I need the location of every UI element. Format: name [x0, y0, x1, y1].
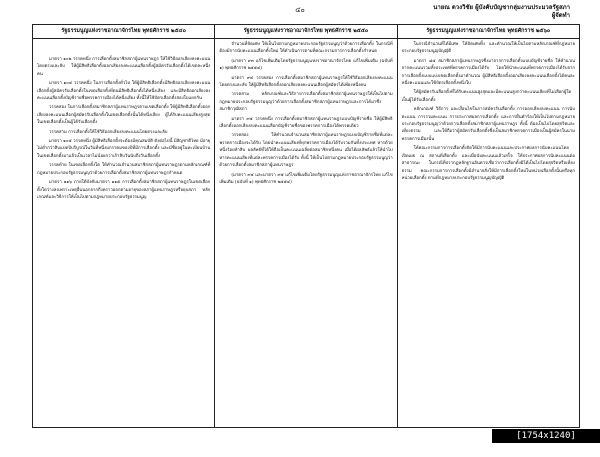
column-2550 [214, 39, 396, 427]
author-name: นายณ ดวงวิชัย ผู้บังคับบัญชากลุ่มงานประมวลรัฐสภา [433, 4, 570, 11]
image-source-watermark: [1754x1240] https://upic.me/ [492, 429, 600, 443]
author-credit [433, 4, 570, 20]
section-paragraph: มาตรา ๙๕ วรรคหนึ่ง การเลือกตั้งสมาชิกสภาผู้แทนราษฎรแบบบัญชีรายชื่อ ให้ผู้มีสิทธิเลือกตั้งออกเสียงลงคะแนนเลือกบัญชีรายชื่อของพรรคการเมืองได้พรรคเดียว [219, 116, 393, 130]
section-paragraph: หลักเกณฑ์ วิธีการ และเงื่อนไขในการสมัครรับเลือกตั้ง การออกเสียงลงคะแนน การนับคะแนน การรวมคะแนน การประกาศผลการเลือกตั้ง และการยื่นคำร้องให้เป็นไปตามกฎหมายประกอบรัฐธรรมนูญว่าด้วยการเลือกตั้งสมาชิกสภาผู้แทนราษฎร ทั้งนี้ ต้องเป็นไปโดยสุจริตและเที่ยงธรรม และให้ถือว่าผู้สมัครรับเลือกตั้งซึ่งเป็นสมาชิกพรรคการเมืองเป็นผู้สมัครในนามพรรคการเมืองนั้น [401, 107, 575, 142]
section-paragraph: วรรคสอง ในการเลือกตั้งสมาชิกสภาผู้แทนราษฎรตามเขตเลือกตั้ง ให้ผู้มีสิทธิเลือกตั้งออกเสียงลงคะแนนเลือกผู้สมัครรับเลือกตั้งในเขตเลือกตั้งนั้นได้หนึ่งเสียง ผู้ได้รับคะแนนเสียงสูงสุดในเขตเลือกตั้งเป็นผู้ได้รับเลือกตั้ง [37, 105, 211, 126]
table-body [33, 39, 579, 427]
section-paragraph: มาตรา ๘๕ สมาชิกสภาผู้แทนราษฎรซึ่งมาจากการเลือกตั้งแบบบัญชีรายชื่อ ให้คำนวณจากคะแนนรวมทั้งประเทศที่พรรคการเมืองได้รับ โดยให้นำคะแนนที่พรรคการเมืองได้รับจากการเลือกตั้งแบบแบ่งเขตเลือกตั้งมาคำนวณ ผู้มีสิทธิเลือกตั้งออกเสียงลงคะแนนเลือกตั้งได้คนละหนึ่งคะแนนและใช้บัตรเลือกตั้งหนึ่งใบ [401, 58, 575, 87]
header-constitution-2560: รัฐธรรมนูญแห่งราชอาณาจักรไทย พุทธศักราช ๒๕๖๐ [397, 25, 579, 38]
section-paragraph: วรรคท้าย ในเขตเลือกตั้งใด ให้คำนวณจำนวนสมาชิกสภาผู้แทนราษฎรตามหลักเกณฑ์ที่กฎหมายประกอบรัฐธรรมนูญว่าด้วยการเลือกตั้งสมาชิกสภาผู้แทนราษฎรกำหนด [37, 163, 211, 176]
section-paragraph: วรรคสาม การเลือกตั้งให้ใช้วิธีออกเสียงลงคะแนนโดยตรงและลับ [49, 129, 168, 135]
column-2560 [397, 39, 579, 427]
blank-space [37, 41, 210, 56]
amendment-note: (มาตรา ๙๔ และมาตรา ๙๕ แก้ไขเพิ่มเติมโดยรัฐธรรมนูญแห่งราชอาณาจักรไทย แก้ไขเพิ่มเติม (ฉบับที่ ๑) พุทธศักราช ๒๕๕๔) [219, 172, 393, 185]
section-paragraph: ในกรณีจำนวนที่ได้มีเศษ ให้ปัดเศษทิ้ง และคำนวณให้เป็นไปตามหลักเกณฑ์ที่กฎหมายประกอบรัฐธรรมนูญบัญญัติ [401, 42, 575, 55]
header-constitution-2540: รัฐธรรมนูญแห่งราชอาณาจักรไทย พุทธศักราช ๒๕๔๐ [61, 28, 186, 34]
table-header-row [33, 25, 579, 39]
section-paragraph: วรรคสาม หลักเกณฑ์และวิธีการการเลือกตั้งสมาชิกสภาผู้แทนราษฎรให้เป็นไปตามกฎหมายประกอบรัฐธรรมนูญว่าด้วยการเลือกตั้งสมาชิกสภาผู้แทนราษฎรและการได้มาซึ่งสมาชิกวุฒิสภา [219, 92, 393, 113]
section-paragraph: มาตรา ๑๑๖ ภายใต้บังคับมาตรา ๑๑๕ การเลือกตั้งสมาชิกสภาผู้แทนราษฎรในเขตเลือกตั้งใดว่างลงเพราะเหตุอื่นนอกจากถึงคราวออกตามอายุของสภาผู้แทนราษฎรหรือยุบสภา หลักเกณฑ์และวิธีการให้เป็นไปตามกฎหมายประกอบรัฐธรรมนูญ [37, 180, 211, 200]
comparison-table [32, 24, 580, 428]
header-constitution-2550: รัฐธรรมนูญแห่งราชอาณาจักรไทย พุทธศักราช ๒๕๕๐ [214, 25, 396, 38]
section-paragraph: จำนวนที่ปัดเศษ ให้เป็นไปตามกฎหมายประกอบรัฐธรรมนูญว่าด้วยการเลือกตั้ง ในกรณีที่ต้องมีการนับคะแนนเลือกตั้งใหม่ ให้ดำเนินการตามที่คณะกรรมการการเลือกตั้งกำหนด [219, 42, 393, 55]
section-paragraph: มาตรา ๑๐๔ วรรคหนึ่ง ในการเลือกตั้งทั่วไป ให้ผู้มีสิทธิเลือกตั้งมีสิทธิออกเสียงลงคะแนนเลือกตั้งผู้สมัครรับเลือกตั้งในเขตเลือกตั้งที่ตนมีสิทธิเลือกตั้งได้หนึ่งเสียง และมีสิทธิออกเสียงลงคะแนนเลือกตั้งบัญชีรายชื่อพรรคการเมืองได้หนึ่งเสียง ทั้งนี้ให้ใช้บัตรเลือกตั้งสองใบแยกกัน [37, 81, 211, 102]
section-paragraph: มาตรา ๑๐๒ วรรคหนึ่ง การเลือกตั้งสมาชิกสภาผู้แทนราษฎร ให้ใช้วิธีออกเสียงลงคะแนนโดยตรงและลับ ให้ผู้มีสิทธิเลือกตั้งออกเสียงลงคะแนนเลือกตั้งผู้สมัครรับเลือกตั้งได้เขตละหนึ่งคน [37, 57, 211, 77]
section-paragraph: มาตรา ๙๔ วรรคสอง การเลือกตั้งสมาชิกสภาผู้แทนราษฎรให้ใช้วิธีออกเสียงลงคะแนนโดยตรงและลับ ให้ผู้มีสิทธิเลือกตั้งออกเสียงลงคะแนนเลือกผู้สมัครได้เพียงหนึ่งคน [219, 75, 393, 89]
author-role: ผู้จัดทำ [551, 12, 570, 19]
section-paragraph: วรรคสอง ให้คำนวณจำนวนสมาชิกสภาผู้แทนราษฎรแบบบัญชีรายชื่อที่แต่ละพรรคการเมืองจะได้รับ โดยนำคะแนนเสียงที่ทุกพรรคการเมืองได้รับรวมกันทั้งประเทศ หารด้วยหนึ่งร้อยห้าสิบ ผลลัพธ์ที่ได้ให้ถือเป็นคะแนนเฉลี่ยต่อสมาชิกหนึ่งคน เมื่อได้ผลลัพธ์แล้วให้นำไปหารคะแนนเสียงที่แต่ละพรรคการเมืองได้รับ ทั้งนี้ ให้เป็นไปตามกฎหมายประกอบรัฐธรรมนูญว่าด้วยการเลือกตั้งสมาชิกสภาผู้แทนราษฎร [219, 133, 393, 169]
page-number: ๔๐ [295, 6, 305, 14]
section-paragraph: มาตรา ๑๐๕ วรรคหนึ่ง ผู้มีสิทธิเลือกตั้งจะต้องมีคุณสมบัติ ดังต่อไปนี้ มีสัญชาติไทย มีอายุไม่ต่ำกว่าสิบแปดปีบริบูรณ์ในวันที่หนึ่งมกราคมของปีที่มีการเลือกตั้ง และมีชื่ออยู่ในทะเบียนบ้านในเขตเลือกตั้งมาแล้วเป็นเวลาไม่น้อยกว่าเก้าสิบวันนับถึงวันเลือกตั้ง [37, 139, 211, 159]
section-paragraph: ให้คณะกรรมการการเลือกตั้งจัดให้มีการนับคะแนนและประกาศผลการนับคะแนนโดยเปิดเผย ณ สถานที่เลือกตั้ง และเมื่อนับคะแนนแล้วเสร็จ ให้ประกาศผลการนับคะแนนต่อสาธารณะ ในกรณีที่ปรากฏหลักฐานอันควรเชื่อว่าการเลือกตั้งมิได้เป็นไปโดยสุจริตหรือเที่ยงธรรม คณะกรรมการการเลือกตั้งมีอำนาจสั่งให้มีการเลือกตั้งใหม่ในหน่วยเลือกตั้งนั้นหรือทุกหน่วยเลือกตั้ง ตามที่กฎหมายประกอบรัฐธรรมนูญบัญญัติ [401, 146, 575, 181]
column-2540 [33, 39, 214, 427]
section-paragraph: ให้ผู้สมัครรับเลือกตั้งที่ได้รับคะแนนสูงสุดและมีคะแนนสูงกว่าคะแนนเสียงที่ไม่เลือกผู้ใด เป็นผู้ได้รับเลือกตั้ง [401, 90, 572, 103]
amendment-note: (มาตรา ๙๓ แก้ไขเพิ่มเติมโดยรัฐธรรมนูญแห่งราชอาณาจักรไทย แก้ไขเพิ่มเติม (ฉบับที่ ๑) พุทธศักราช ๒๕๕๔) [219, 58, 393, 72]
